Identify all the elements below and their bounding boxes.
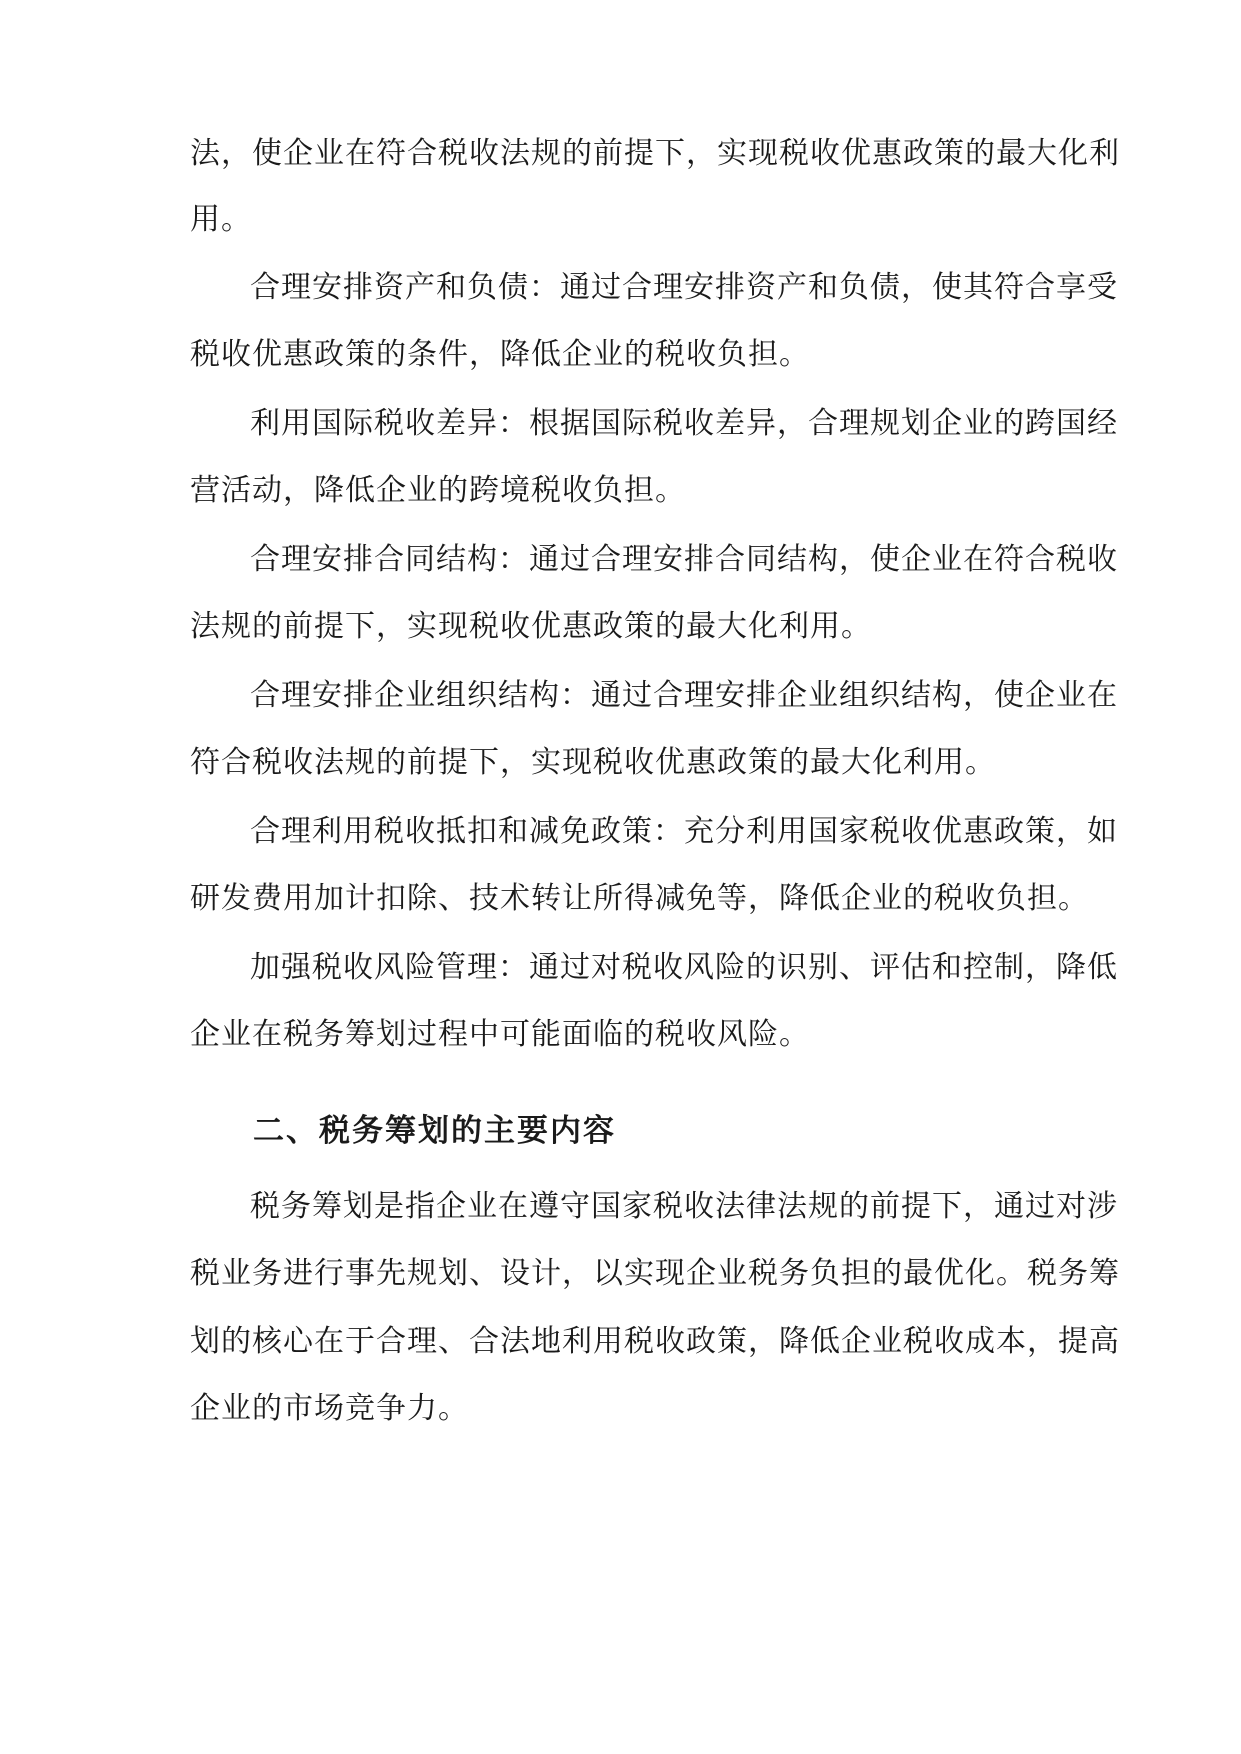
- paragraph-line: 合理利用税收抵扣和减免政策：充分利用国家税收优惠政策，如: [250, 814, 1118, 849]
- paragraph-line: 企业在税务筹划过程中可能面临的税收风险。: [190, 1017, 810, 1052]
- paragraph-line: 企业的市场竞争力。: [190, 1391, 469, 1426]
- paragraph-line: 合理安排资产和负债：通过合理安排资产和负债，使其符合享受: [250, 270, 1118, 305]
- paragraph-line: 法，使企业在符合税收法规的前提下，实现税收优惠政策的最大化利: [190, 136, 1120, 171]
- paragraph-line: 研发费用加计扣除、技术转让所得减免等，降低企业的税收负担。: [190, 881, 1089, 916]
- paragraph-line: 税业务进行事先规划、设计，以实现企业税务负担的最优化。税务筹: [190, 1256, 1120, 1291]
- paragraph-line: 用。: [190, 202, 252, 237]
- paragraph-line: 税务筹划是指企业在遵守国家税收法律法规的前提下，通过对涉: [250, 1189, 1118, 1224]
- paragraph-line: 加强税收风险管理：通过对税收风险的识别、评估和控制，降低: [250, 950, 1118, 985]
- paragraph-line: 利用国际税收差异：根据国际税收差异，合理规划企业的跨国经: [250, 406, 1118, 441]
- paragraph-line: 营活动，降低企业的跨境税收负担。: [190, 473, 686, 508]
- paragraph-line: 合理安排企业组织结构：通过合理安排企业组织结构，使企业在: [250, 678, 1118, 713]
- paragraph-line: 划的核心在于合理、合法地利用税收政策，降低企业税收成本，提高: [190, 1324, 1120, 1359]
- paragraph-line: 合理安排合同结构：通过合理安排合同结构，使企业在符合税收: [250, 542, 1118, 577]
- paragraph-line: 税收优惠政策的条件，降低企业的税收负担。: [190, 337, 810, 372]
- section-heading: 二、税务筹划的主要内容: [253, 1113, 616, 1149]
- paragraph-line: 法规的前提下，实现税收优惠政策的最大化利用。: [190, 609, 872, 644]
- paragraph-line: 符合税收法规的前提下，实现税收优惠政策的最大化利用。: [190, 745, 996, 780]
